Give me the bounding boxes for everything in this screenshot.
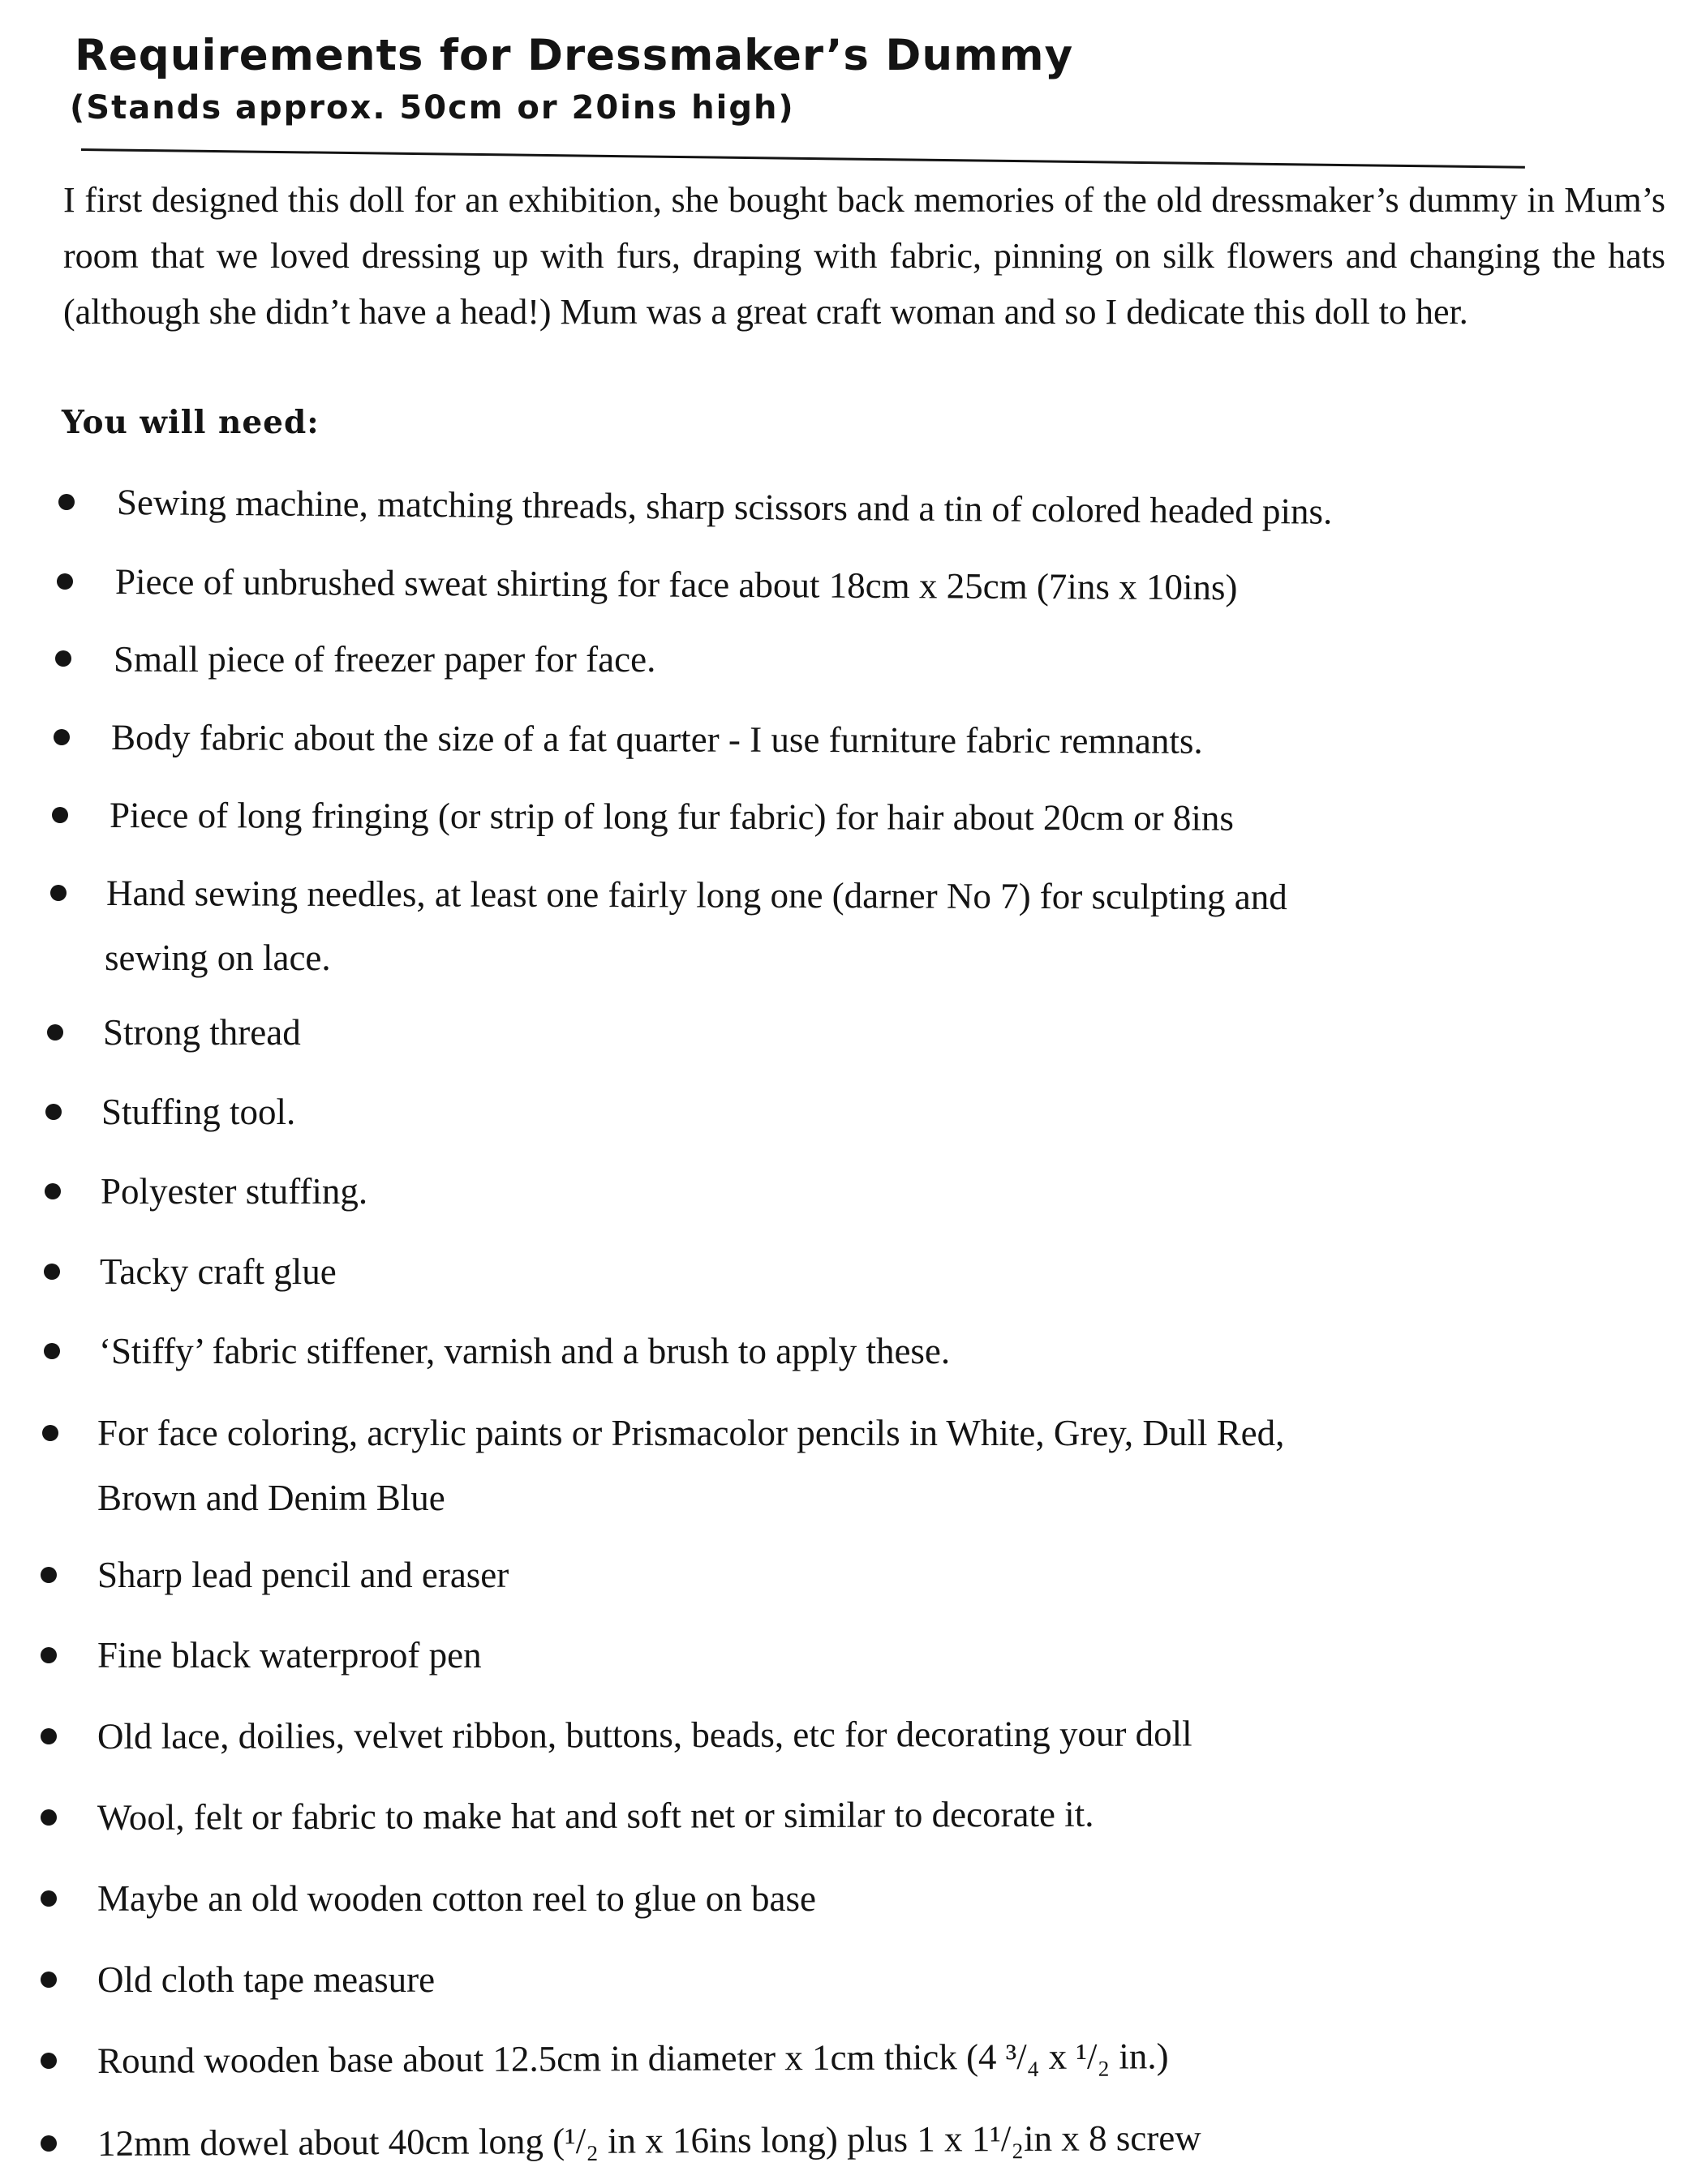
bullet-icon: [57, 573, 73, 590]
bullet-icon: [55, 650, 71, 667]
list-item: For face coloring, acrylic paints or Prismacolor pencils in White, Grey, Dull Red,: [97, 1413, 1285, 1453]
bullet-icon: [47, 1024, 63, 1041]
bullet-icon: [52, 807, 68, 823]
bullet-icon: [41, 1972, 57, 1988]
list-item: Round wooden base about 12.5cm in diameter x 1cm thick (4 ³/₄ x ¹/₂ in.): [97, 2036, 1169, 2081]
bullet-icon: [41, 1890, 57, 1907]
you-will-need-heading: You will need:: [62, 404, 320, 441]
bullet-icon: [45, 1104, 62, 1120]
bullet-icon: [42, 1425, 58, 1441]
list-item: Old cloth tape measure: [97, 1959, 436, 2000]
list-item: Strong thread: [103, 1012, 301, 1053]
bullet-icon: [41, 1728, 57, 1744]
list-item: Sharp lead pencil and eraser: [97, 1555, 509, 1595]
intro-paragraph: I first designed this doll for an exhibition, she bought back memories of the old dressmaker’s dummy in Mum’s room that we loved dressing up with furs, draping with fabric, pinning on silk flowers and changing the hats (although she didn’t have a head!) Mum was a great craft woman and so I dedicate this doll to her.: [63, 180, 1665, 332]
list-item: Piece of long fringing (or strip of long fur fabric) for hair about 20cm or 8ins: [109, 795, 1234, 839]
list-item: 12mm dowel about 40cm long (¹/₂ in x 16ins long) plus 1 x 1¹/₂in x 8 screw: [97, 2117, 1201, 2164]
list-item: Fine black waterproof pen: [97, 1635, 482, 1676]
list-item: ‘Stiffy’ fabric stiffener, varnish and a brush to apply these.: [99, 1331, 951, 1371]
page-subtitle: (Stands approx. 50cm or 20ins high): [70, 89, 795, 127]
bullet-icon: [41, 1647, 57, 1663]
bullet-icon: [41, 2053, 57, 2069]
list-item: Small piece of freezer paper for face.: [114, 639, 656, 680]
bullet-icon: [45, 1183, 61, 1199]
list-item: Polyester stuffing.: [101, 1171, 368, 1212]
list-item: Body fabric about the size of a fat quarter - I use furniture fabric remnants.: [110, 717, 1203, 762]
list-item: Tacky craft glue: [100, 1251, 337, 1292]
bullet-icon: [44, 1343, 60, 1359]
list-item-continuation: sewing on lace.: [105, 938, 331, 978]
list-item: Maybe an old wooden cotton reel to glue on base: [97, 1878, 817, 1919]
bullet-icon: [41, 2135, 57, 2152]
page-title: Requirements for Dressmaker’s Dummy: [75, 31, 1074, 80]
list-item: Wool, felt or fabric to make hat and soft net or similar to decorate it.: [97, 1793, 1094, 1838]
list-item: Old lace, doilies, velvet ribbon, buttons, beads, etc for decorating your doll: [97, 1713, 1192, 1757]
title-divider: [81, 148, 1525, 169]
list-item: Stuffing tool.: [101, 1092, 296, 1132]
list-item-continuation: Brown and Denim Blue: [97, 1478, 445, 1518]
bullet-icon: [50, 885, 67, 901]
bullet-icon: [58, 494, 75, 510]
list-item: Hand sewing needles, at least one fairly long one (darner No 7) for sculpting and: [105, 873, 1287, 918]
bullet-icon: [54, 729, 70, 745]
bullet-icon: [41, 1809, 57, 1826]
list-item: Piece of unbrushed sweat shirting for face about 18cm x 25cm (7ins x 10ins): [114, 561, 1238, 608]
list-item: Sewing machine, matching threads, sharp scissors and a tin of colored headed pins.: [116, 482, 1333, 532]
bullet-icon: [41, 1567, 57, 1583]
bullet-icon: [44, 1264, 60, 1280]
